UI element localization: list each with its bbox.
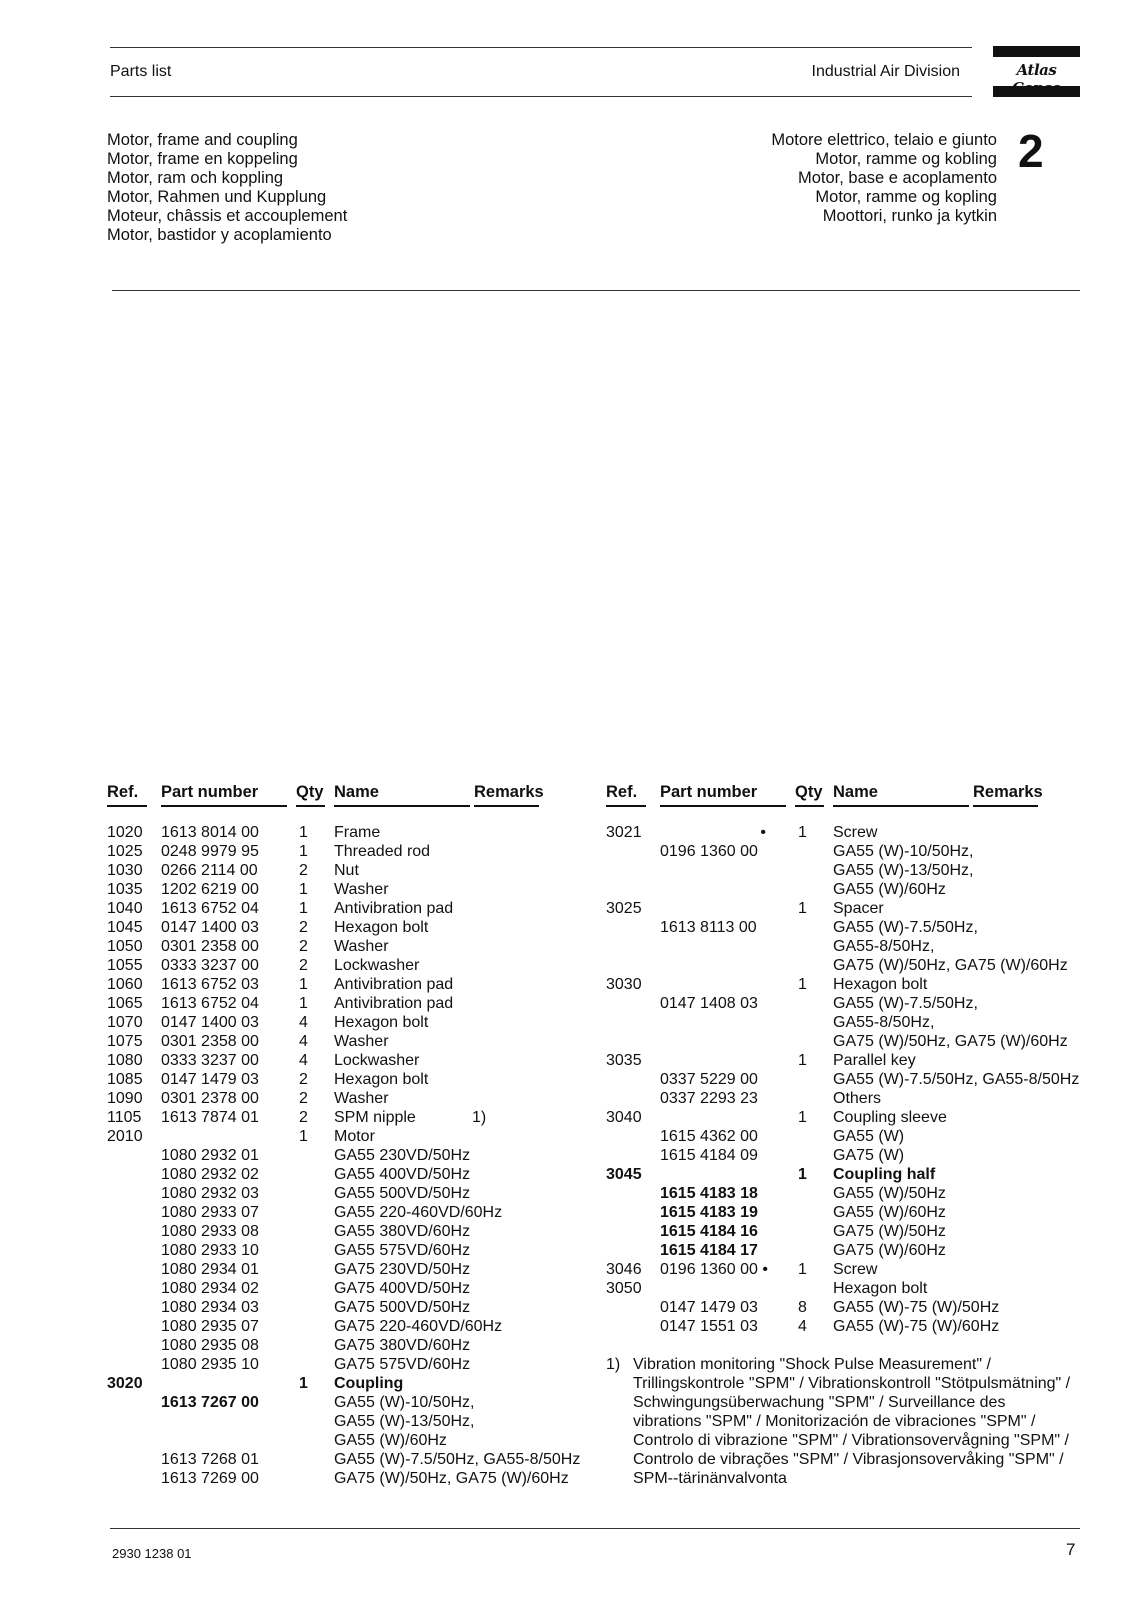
table-row: [606, 1203, 1076, 1222]
ref-cell: 1075: [107, 1033, 143, 1050]
name-cell: Lockwasher: [334, 957, 420, 974]
name-cell: GA55 (W)/50Hz: [833, 1185, 946, 1202]
part-number-cell: 1080 2933 07: [161, 1204, 259, 1221]
qty-cell: 2: [299, 1109, 308, 1126]
part-number-cell: 1613 7267 00: [161, 1394, 259, 1411]
ref-cell: 1035: [107, 881, 143, 898]
table-row: [107, 1203, 547, 1222]
name-cell: Screw: [833, 1261, 878, 1278]
qty-cell: 2: [299, 1071, 308, 1088]
table-row: [107, 994, 547, 1013]
ref-cell: 3035: [606, 1052, 642, 1069]
qty-cell: 1: [299, 881, 308, 898]
table-row: [107, 937, 547, 956]
table-row: [107, 918, 547, 937]
name-cell: Threaded rod: [334, 843, 431, 860]
ref-cell: 2010: [107, 1128, 143, 1145]
table-row: [107, 1013, 547, 1032]
title-line: Motor, Rahmen und Kupplung: [107, 188, 327, 206]
part-number-cell: 1613 7269 00: [161, 1470, 259, 1487]
name-cell: Washer: [334, 1033, 389, 1050]
name-cell: GA55 575VD/60Hz: [334, 1242, 471, 1259]
table-row: [107, 1336, 547, 1355]
name-cell: GA55 (W)/60Hz: [334, 1432, 447, 1449]
header-bottom-rule: [110, 96, 972, 97]
title-line: Motor, ram och koppling: [107, 169, 284, 187]
name-cell: Coupling half: [833, 1166, 936, 1183]
name-cell: GA55 (W)-10/50Hz,: [833, 843, 974, 860]
part-number-cell: 1080 2933 10: [161, 1242, 259, 1259]
table-row: [107, 861, 547, 880]
title-line: Motore elettrico, telaio e giunto: [771, 131, 997, 149]
name-cell: GA75 (W)/50Hz, GA75 (W)/60Hz: [833, 1033, 1068, 1050]
part-number-cell: 1613 7268 01: [161, 1451, 259, 1468]
name-cell: GA75 500VD/50Hz: [334, 1299, 471, 1316]
footnote-text: Vibration monitoring "Shock Pulse Measurement" / Trillingskontrole "SPM" / Vibrationskontroll "Stötpulsmätning" / Schwingungsüberwachung "SPM" / Surveillance des vibrations "SPM" / Monitorización de vibraciones "SPM" / Controlo di vibrazione "SPM" / Vibrationsovervågning "SPM" / Controlo de vibrações "SPM" / Vibrasjonsovervåking "SPM" / SPM--tärinänvalvonta: [633, 1356, 1071, 1487]
qty-cell: 1: [798, 900, 807, 917]
table-row: [107, 1317, 547, 1336]
table-row: [606, 937, 1076, 956]
header-top-rule: [110, 47, 972, 48]
table-row: [107, 1184, 547, 1203]
table-row: [606, 1127, 1076, 1146]
part-number-cell: 1080 2935 10: [161, 1356, 259, 1373]
header-left-label: Parts list: [110, 63, 172, 80]
name-cell: Nut: [334, 862, 359, 879]
table-row: [107, 1108, 547, 1127]
part-number-cell: 0266 2114 00: [161, 862, 258, 879]
part-number-cell: 1615 4184 17: [660, 1242, 758, 1259]
footer-rule: [110, 1528, 1080, 1529]
part-number-cell: 1080 2932 01: [161, 1147, 259, 1164]
name-cell: Hexagon bolt: [833, 976, 928, 993]
part-number-cell: 0147 1479 03: [161, 1071, 259, 1088]
name-cell: GA55 220-460VD/60Hz: [334, 1204, 503, 1221]
table-row: [107, 975, 547, 994]
name-cell: Parallel key: [833, 1052, 916, 1069]
name-cell: Coupling: [334, 1375, 404, 1392]
name-cell: Washer: [334, 1090, 389, 1107]
title-line: Moottori, runko ja kytkin: [822, 207, 997, 225]
name-cell: GA55 (W)-13/50Hz,: [833, 862, 974, 879]
table-row: [107, 842, 547, 861]
name-cell: GA75 (W)/50Hz: [833, 1223, 946, 1240]
table-row: [107, 1431, 547, 1450]
name-cell: GA55 400VD/50Hz: [334, 1166, 471, 1183]
title-line: Motor, base e acoplamento: [797, 169, 997, 187]
name-cell: GA55 (W)-7.5/50Hz, GA55-8/50Hz: [833, 1071, 1080, 1088]
name-cell: GA55 (W)-75 (W)/60Hz: [833, 1318, 1000, 1335]
part-number-cell: 0147 1408 03: [660, 995, 758, 1012]
name-cell: Washer: [334, 938, 389, 955]
ref-cell: 3050: [606, 1280, 642, 1297]
ref-cell: 3020: [107, 1375, 143, 1392]
table-row: [107, 1355, 547, 1374]
name-cell: GA55 500VD/50Hz: [334, 1185, 471, 1202]
part-number-cell: 1615 4183 18: [660, 1185, 758, 1202]
col-header-qty: Qty: [795, 783, 823, 801]
part-number-cell: 0196 1360 00: [660, 843, 758, 860]
qty-cell: 1: [299, 824, 308, 841]
name-cell: GA75 (W)/50Hz, GA75 (W)/60Hz: [833, 957, 1068, 974]
ref-cell: 1085: [107, 1071, 143, 1088]
name-cell: GA55 230VD/50Hz: [334, 1147, 471, 1164]
part-number-cell: 1080 2935 08: [161, 1337, 259, 1354]
name-cell: GA75 (W)/60Hz: [833, 1242, 946, 1259]
name-cell: GA75 380VD/60Hz: [334, 1337, 471, 1354]
ref-cell: 1070: [107, 1014, 143, 1031]
table-row: [606, 823, 1076, 842]
name-cell: Hexagon bolt: [334, 919, 429, 936]
table-row: [606, 861, 1076, 880]
part-number-cell: 1080 2933 08: [161, 1223, 259, 1240]
table-row: [107, 1070, 547, 1089]
table-row: [107, 956, 547, 975]
qty-cell: 1: [798, 1109, 807, 1126]
part-number-cell: 1080 2932 03: [161, 1185, 259, 1202]
qty-cell: 1: [299, 995, 308, 1012]
qty-cell: 1: [798, 1261, 807, 1278]
title-line: Motor, ramme og kobling: [815, 150, 997, 168]
name-cell: Washer: [334, 881, 389, 898]
name-cell: Hexagon bolt: [334, 1014, 429, 1031]
qty-cell: 1: [798, 1052, 807, 1069]
part-number-cell: 1080 2934 02: [161, 1280, 259, 1297]
table-row: [606, 1032, 1076, 1051]
ref-cell: 1050: [107, 938, 143, 955]
qty-cell: 8: [798, 1299, 807, 1316]
name-cell: GA75 575VD/60Hz: [334, 1356, 471, 1373]
part-number-cell: 1615 4183 19: [660, 1204, 758, 1221]
table-row: [107, 1032, 547, 1051]
atlas-copco-logo: Atlas: [993, 46, 1080, 98]
ref-cell: 3040: [606, 1109, 642, 1126]
ref-cell: 1025: [107, 843, 143, 860]
part-number-cell: 0333 3237 00: [161, 957, 259, 974]
part-number-cell: 0147 1479 03: [660, 1299, 758, 1316]
table-row: [107, 1051, 547, 1070]
col-header-name: Name: [334, 783, 379, 801]
name-cell: GA75 230VD/50Hz: [334, 1261, 471, 1278]
part-number-cell: 0147 1400 03: [161, 1014, 259, 1031]
col-header-qty: Qty: [296, 783, 324, 801]
qty-cell: 1: [299, 900, 308, 917]
name-cell: Frame: [334, 824, 381, 841]
name-cell: GA55 (W)-13/50Hz,: [334, 1413, 475, 1430]
ref-cell: 1045: [107, 919, 143, 936]
table-row: [606, 1260, 1076, 1279]
table-row: [107, 1260, 547, 1279]
table-row: [606, 899, 1076, 918]
ref-cell: 1040: [107, 900, 143, 917]
footnote: [606, 1355, 1076, 1487]
table-row: [606, 1051, 1076, 1070]
table-row: [606, 1013, 1076, 1032]
ref-cell: 1090: [107, 1090, 143, 1107]
name-cell: GA55 (W)-7.5/50Hz,: [833, 919, 978, 936]
ref-cell: 3025: [606, 900, 642, 917]
name-cell: Others: [833, 1090, 882, 1107]
ref-cell: 1080: [107, 1052, 143, 1069]
footnote-mark: 1): [606, 1356, 621, 1373]
ref-cell: 1060: [107, 976, 143, 993]
part-number-cell: 1613 6752 03: [161, 976, 259, 993]
qty-cell: 1: [798, 976, 807, 993]
name-cell: GA55-8/50Hz,: [833, 1014, 935, 1031]
ref-cell: 1055: [107, 957, 143, 974]
part-number-cell: 1613 7874 01: [161, 1109, 259, 1126]
ref-cell: 1105: [107, 1109, 142, 1126]
name-cell: GA55 (W)/60Hz: [833, 881, 946, 898]
title-divider: [112, 290, 1080, 291]
name-cell: Antivibration pad: [334, 976, 454, 993]
part-number-cell: 0337 2293 23: [660, 1090, 758, 1107]
table-row: [606, 956, 1076, 975]
qty-cell: 2: [299, 862, 308, 879]
table-row: [107, 880, 547, 899]
part-number-cell: 1615 4184 09: [660, 1147, 758, 1164]
table-row: [606, 1241, 1076, 1260]
table-row: [107, 1241, 547, 1260]
table-row: [107, 1127, 547, 1146]
part-number-cell: 0337 5229 00: [660, 1071, 758, 1088]
part-number-cell: 0147 1400 03: [161, 919, 259, 936]
col-header-ref: Ref.: [107, 783, 139, 801]
ref-cell: 1065: [107, 995, 143, 1012]
part-number-cell: 1615 4184 16: [660, 1223, 758, 1240]
col-header-remarks: Remarks: [973, 783, 1043, 801]
page-number: 7: [1066, 1540, 1076, 1559]
document-number: 2930 1238 01: [112, 1546, 192, 1561]
table-row: [107, 1469, 569, 1488]
part-number-cell: 0301 2358 00: [161, 938, 259, 955]
table-row: [107, 1450, 581, 1469]
part-number-cell: 0248 9979 95: [161, 843, 259, 860]
qty-cell: 2: [299, 957, 308, 974]
col-header-ref: Ref.: [606, 783, 638, 801]
qty-cell: 2: [299, 938, 308, 955]
table-row: [107, 1374, 547, 1393]
qty-cell: 1: [299, 976, 308, 993]
table-row: [107, 1165, 547, 1184]
table-row: [606, 1165, 1076, 1184]
table-row: [606, 842, 1076, 861]
remarks-cell: 1): [472, 1109, 487, 1126]
qty-cell: 4: [798, 1318, 807, 1335]
title-line: Motor, frame and coupling: [107, 131, 298, 149]
name-cell: GA55 (W)-10/50Hz,: [334, 1394, 475, 1411]
table-row: [107, 1089, 547, 1108]
table-row: [606, 975, 1076, 994]
table-row: [606, 1089, 1076, 1108]
name-cell: GA75 (W)/50Hz, GA75 (W)/60Hz: [334, 1470, 569, 1487]
qty-cell: 4: [299, 1052, 308, 1069]
table-row: [606, 1184, 1076, 1203]
table-row: [606, 994, 1076, 1013]
ref-cell: 1030: [107, 862, 143, 879]
name-cell: Hexagon bolt: [334, 1071, 429, 1088]
name-cell: GA55 380VD/60Hz: [334, 1223, 471, 1240]
qty-cell: 1: [299, 1375, 308, 1392]
part-number-cell: 0333 3237 00: [161, 1052, 259, 1069]
part-number-cell: 0301 2358 00: [161, 1033, 259, 1050]
ref-cell: 3021: [606, 824, 642, 841]
table-row: [606, 1279, 1076, 1298]
title-line: Motor, bastidor y acoplamiento: [107, 226, 332, 244]
col-header-name: Name: [833, 783, 878, 801]
col-header-part: Part number: [161, 783, 259, 801]
name-cell: GA75 (W): [833, 1147, 905, 1164]
title-line: Motor, ramme og kopling: [815, 188, 997, 206]
table-row: [107, 1298, 547, 1317]
table-row: [107, 1222, 547, 1241]
part-number-cell: 0301 2378 00: [161, 1090, 259, 1107]
ref-cell: 3046: [606, 1261, 642, 1278]
name-cell: GA55 (W)-75 (W)/50Hz: [833, 1299, 1000, 1316]
name-cell: GA55 (W)-7.5/50Hz, GA55-8/50Hz: [334, 1451, 581, 1468]
qty-cell: 4: [299, 1014, 308, 1031]
part-number-cell: 1080 2934 03: [161, 1299, 259, 1316]
part-number-cell: 1613 6752 04: [161, 900, 259, 917]
part-number-cell: 1613 8113 00: [660, 919, 757, 936]
name-cell: Lockwasher: [334, 1052, 420, 1069]
table-row: [606, 1108, 1076, 1127]
section-number: 2: [1018, 125, 1044, 177]
qty-cell: 1: [798, 1166, 807, 1183]
qty-cell: 4: [299, 1033, 308, 1050]
part-number-cell: 1613 6752 04: [161, 995, 259, 1012]
table-row: [107, 1279, 547, 1298]
name-cell: Screw: [833, 824, 878, 841]
part-number-cell: •: [760, 824, 766, 841]
name-cell: GA75 220-460VD/60Hz: [334, 1318, 503, 1335]
ref-cell: 3030: [606, 976, 642, 993]
part-number-cell: 1613 8014 00: [161, 824, 259, 841]
name-cell: Coupling sleeve: [833, 1109, 947, 1126]
name-cell: SPM nipple: [334, 1109, 416, 1126]
part-number-cell: 0196 1360 00 •: [660, 1261, 768, 1278]
part-number-cell: 0147 1551 03: [660, 1318, 758, 1335]
table-row: [606, 1298, 1076, 1317]
ref-cell: 3045: [606, 1166, 642, 1183]
table-row: [107, 1146, 547, 1165]
table-row: [107, 1393, 547, 1412]
name-cell: Antivibration pad: [334, 995, 454, 1012]
name-cell: GA55 (W): [833, 1128, 905, 1145]
ref-cell: 1020: [107, 824, 143, 841]
table-row: [606, 1317, 1076, 1336]
header-division-label: Industrial Air Division: [811, 63, 960, 80]
qty-cell: 1: [299, 843, 308, 860]
titles-left: [107, 131, 347, 245]
name-cell: Antivibration pad: [334, 900, 454, 917]
title-line: Moteur, châssis et accouplement: [107, 207, 348, 225]
table-row: [107, 899, 547, 918]
table-row: [606, 1146, 1076, 1165]
table-row: [606, 1222, 1076, 1241]
name-cell: Hexagon bolt: [833, 1280, 928, 1297]
name-cell: GA55 (W)-7.5/50Hz,: [833, 995, 978, 1012]
table-row: [107, 823, 547, 842]
title-line: Motor, frame en koppeling: [107, 150, 298, 168]
titles-right: [771, 131, 997, 226]
table-row: [107, 1412, 547, 1431]
name-cell: GA75 400VD/50Hz: [334, 1280, 471, 1297]
qty-cell: 2: [299, 1090, 308, 1107]
name-cell: GA55 (W)/60Hz: [833, 1204, 946, 1221]
name-cell: GA55-8/50Hz,: [833, 938, 935, 955]
qty-cell: 2: [299, 919, 308, 936]
part-number-cell: 1202 6219 00: [161, 881, 259, 898]
col-header-remarks: Remarks: [474, 783, 544, 801]
qty-cell: 1: [299, 1128, 308, 1145]
part-number-cell: 1615 4362 00: [660, 1128, 758, 1145]
qty-cell: 1: [798, 824, 807, 841]
part-number-cell: 1080 2932 02: [161, 1166, 259, 1183]
col-header-part: Part number: [660, 783, 758, 801]
part-number-cell: 1080 2935 07: [161, 1318, 259, 1335]
table-row: [606, 880, 1076, 899]
table-row: [606, 1070, 1080, 1089]
table-row: [606, 918, 1076, 937]
part-number-cell: 1080 2934 01: [161, 1261, 259, 1278]
name-cell: Spacer: [833, 900, 884, 917]
name-cell: Motor: [334, 1128, 375, 1145]
